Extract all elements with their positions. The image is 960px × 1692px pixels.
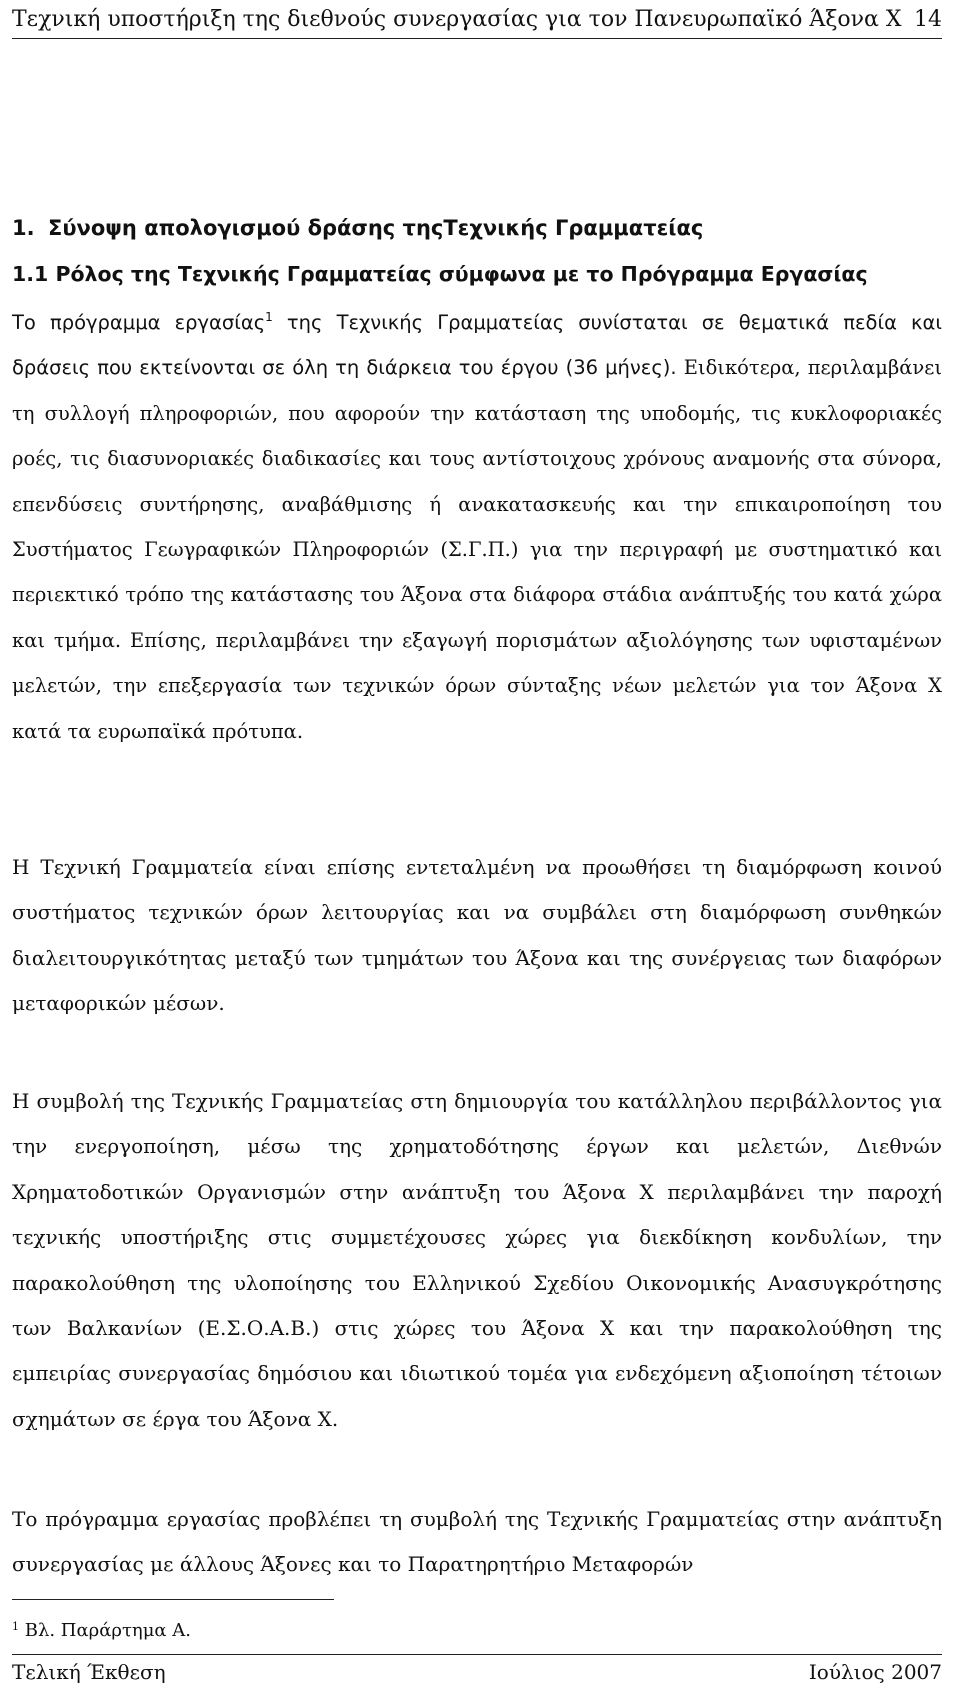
paragraph-1-part1: Το πρόγραμμα εργασίας (12, 311, 266, 334)
footer-date: Ιούλιος 2007 (808, 1660, 942, 1684)
footnote-text: Βλ. Παράρτημα Α. (19, 1620, 192, 1641)
paragraph-1 (12, 300, 942, 754)
footnote (12, 1619, 191, 1643)
paragraph-2: Η Τεχνική Γραμματεία είναι επίσης εντεταλμένη να προωθήσει τη διαμόρφωση κοινού συστήματος τεχνικών όρων λειτουργίας και να συμβάλει στη διαμόρφωση συνθηκών διαλειτουργικότητας μεταξύ των τμημάτων του Άξονα και της συνέργειας των διαφόρων μεταφορικών μέσων. (12, 855, 942, 1016)
footnote-reference: 1 (265, 310, 273, 324)
section-title: Σύνοψη απολογισμού δράσης τηςΤεχνικής Γραμματείας (48, 216, 704, 240)
paragraph-1-part2: της Τεχνικής Γραμματείας συνίσταται σε θεματικά πεδία και δράσεις που εκτείνονται σε όλη τη διάρκεια του έργου (36 μήνες). (12, 311, 942, 380)
document-page (12, 0, 942, 1692)
page-footer (12, 1654, 942, 1689)
paragraph-4: Το πρόγραμμα εργασίας προβλέπει τη συμβολή της Τεχνικής Γραμματείας στην ανάπτυξη συνεργασίας με άλλους Άξονες και το Παρατηρητήριο Μεταφορών (12, 1507, 942, 1577)
footnote-separator (12, 1599, 334, 1600)
header-title: Τεχνική υποστήριξη της διεθνούς συνεργασίας για τον Πανευρωπαϊκό Άξονα Χ (12, 7, 902, 32)
section-heading (12, 213, 703, 243)
page-header (12, 2, 942, 39)
subsection-heading: 1.1 Ρόλος της Τεχνικής Γραμματείας σύμφωνα με το Πρόγραμμα Εργασίας (12, 262, 868, 286)
paragraph-3: Η συμβολή της Τεχνικής Γραμματείας στη δημιουργία του κατάλληλου περιβάλλοντος για την ενεργοποίηση, μέσω της χρηματοδότησης έργων και μελετών, Διεθνών Χρηματοδοτικών Οργανισμών στην ανάπτυξη του Άξονα Χ περιλαμβάνει την παροχή τεχνικής υποστήριξης στις συμμετέχουσες χώρες για διεκδίκηση κονδυλίων, την παρακολούθηση της υλοποίησης του Ελληνικού Σχεδίου Οικονομικής Ανασυγκρότησης των Βαλκανίων (Ε.Σ.Ο.Α.Β.) στις χώρες του Άξονα Χ και την παρακολούθηση της εμπειρίας συνεργασίας δημόσιου και ιδιωτικού τομέα για ενδεχόμενη αξιοποίηση τέτοιων σχημάτων σε έργα του Άξονα Χ. (12, 1089, 942, 1431)
footnote-marker: 1 (12, 1620, 19, 1633)
section-number: 1. (12, 216, 35, 240)
page-number: 14 (914, 7, 942, 32)
paragraph-1-rest: Ειδικότερα, περιλαμβάνει τη συλλογή πληροφοριών, που αφορούν την κατάσταση της υποδομής, τις κυκλοφοριακές ροές, τις διασυνοριακές διαδικασίες και τους αντίστοιχους χρόνους αναμονής στα σύνορα, επενδύσεις συντήρησης, αναβάθμισης ή ανακατασκευής και την επικαιροποίηση του Συστήματος Γεωγραφικών Πληροφοριών (Σ.Γ.Π.) για την περιγραφή με συστηματικό και περιεκτικό τρόπο της κατάστασης του Άξονα στα διάφορα στάδια ανάπτυξής του κατά χώρα και τμήμα. Επίσης, περιλαμβάνει την εξαγωγή πορισμάτων αξιολόγησης των υφισταμένων μελετών, την επεξεργασία των τεχνικών όρων σύνταξης νέων μελετών για τον Άξονα Χ κατά τα ευρωπαϊκά πρότυπα. (12, 356, 942, 743)
footer-document-title: Τελική Έκθεση (12, 1660, 166, 1684)
